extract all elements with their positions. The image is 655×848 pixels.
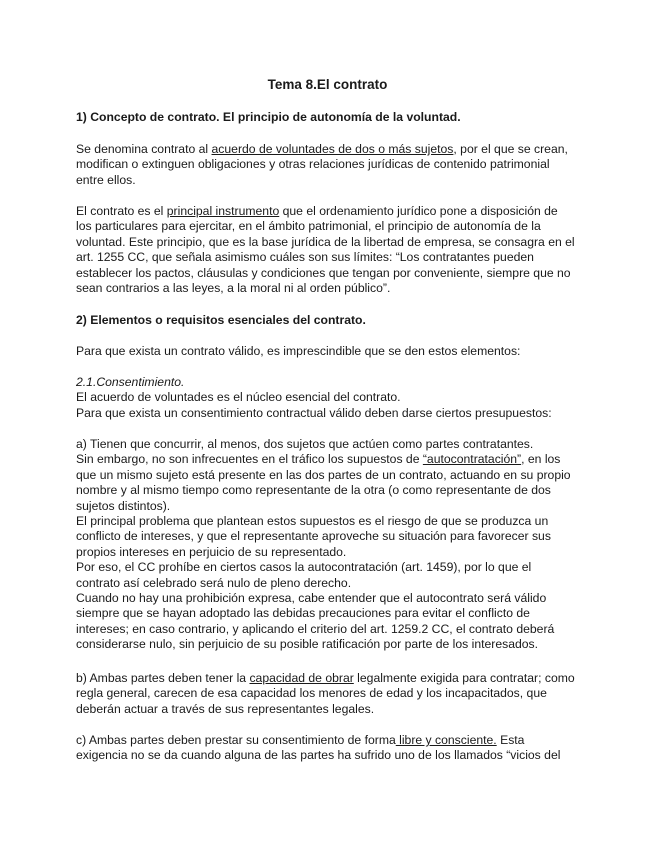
subsection-heading: 2.1.Consentimiento. bbox=[76, 375, 185, 389]
text: que el ordenamiento jurídico pone a disposición de los particulares para ejercitar, en el ámbito patrimonial, el principio de autonomía de la voluntad. Este principio, que es la base jurídica de la libertad de empresa, se consagra en el art. 1255 CC, que señala asimismo cuáles son sus límites: “Los contratantes pueden establecer los pactos, cláusulas y condiciones que tengan por conveniente, siempre que no sean contrarios a las leyes, a la moral ni al orden público”. bbox=[76, 204, 575, 296]
paragraph-instrument bbox=[76, 204, 576, 296]
text: El contrato es el bbox=[76, 204, 167, 218]
paragraph-concept bbox=[76, 142, 576, 188]
text: b) Ambas partes deben tener la bbox=[76, 671, 250, 685]
underlined-term: capacidad de obrar bbox=[249, 671, 354, 685]
text: , por el que se crean, modifican o extinguen obligaciones y otras relaciones jurídicas de contenido patrimonial entre ellos. bbox=[76, 142, 568, 187]
paragraph-sentence: Cuando no hay una prohibición expresa, cabe entender que el autocontrato será válido siempre que se hayan adoptado las debidas precauciones para evitar el conflicto de intereses; en caso contrario, y aplicando el criterio del art. 1259.2 CC, el contrato deberá considerarse nulo, sin perjuicio de su posible ratificación por parte de los interesados. bbox=[76, 591, 555, 652]
underlined-term: acuerdo de voluntades de dos o más sujetos bbox=[211, 142, 454, 156]
underlined-term: principal instrumento bbox=[166, 204, 280, 218]
paragraph-line: El acuerdo de voluntades es el núcleo esencial del contrato. bbox=[76, 390, 401, 404]
text: Se denomina contrato al bbox=[76, 142, 212, 156]
section-heading-2: 2) Elementos o requisitos esenciales del contrato. bbox=[76, 313, 366, 327]
paragraph-sentence: El principal problema que plantean estos supuestos es el riesgo de que se produzca un conflicto de intereses, y que el representante aproveche su situación para favorecer sus propios intereses en perjuicio de su representado. bbox=[76, 514, 551, 559]
underlined-term: libre y consciente. bbox=[395, 733, 497, 747]
text: Esta exigencia no se da cuando alguna de las partes ha sufrido uno de los llamados “vicios del bbox=[76, 733, 561, 763]
paragraph-item-b bbox=[76, 671, 576, 717]
underlined-term: “autocontratación” bbox=[422, 452, 522, 467]
paragraph-line: Para que exista un consentimiento contractual válido deben darse ciertos presupuestos: bbox=[76, 406, 552, 420]
paragraph-sentence bbox=[76, 452, 576, 514]
text: c) Ambas partes deben prestar su consentimiento de forma bbox=[76, 733, 396, 747]
paragraph-elements: Para que exista un contrato válido, es imprescindible que se den estos elementos: bbox=[76, 344, 521, 358]
paragraph-line: a) Tienen que concurrir, al menos, dos sujetos que actúen como partes contratantes. bbox=[76, 437, 534, 451]
paragraph-sentence: Por eso, el CC prohíbe en ciertos casos la autocontratación (art. 1459), por lo que el contrato así celebrado será nulo de pleno derecho. bbox=[76, 560, 532, 590]
text: legalmente exigida para contratar; como regla general, carecen de esa capacidad los menores de edad y los incapacitados, que deberán actuar a través de sus representantes legales. bbox=[76, 671, 575, 716]
paragraph-item-a bbox=[76, 437, 576, 653]
text: Sin embargo, no son infrecuentes en el tráfico los supuestos de bbox=[76, 452, 423, 467]
text: , en los que un mismo sujeto está presente en las dos partes de un contrato, actuando en su propio nombre y al mismo tiempo como representante de la otra (o como representante de dos sujetos distintos). bbox=[76, 452, 571, 513]
paragraph-item-c bbox=[76, 733, 576, 764]
document-title: Tema 8.El contrato bbox=[267, 77, 388, 92]
section-heading-1: 1) Concepto de contrato. El principio de autonomía de la voluntad. bbox=[76, 110, 461, 124]
